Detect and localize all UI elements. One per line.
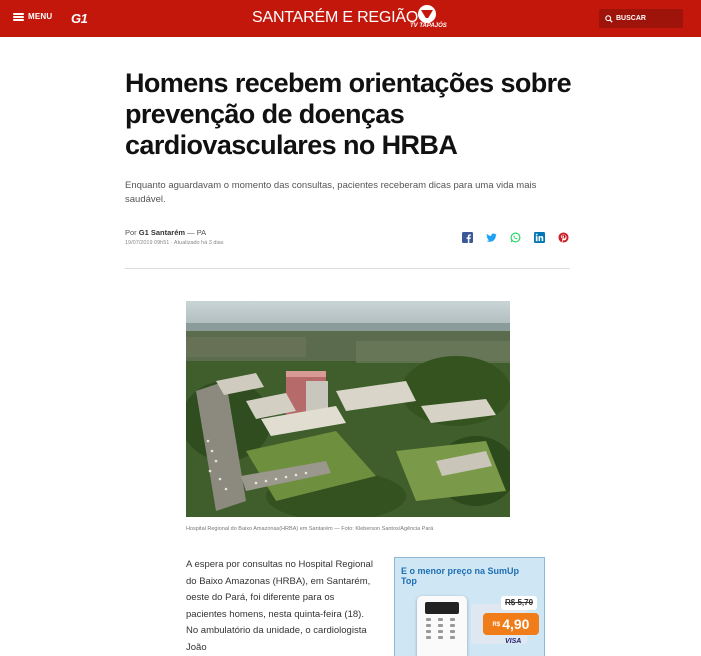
g1-logo[interactable]: G1 — [71, 11, 88, 26]
search-icon — [605, 15, 613, 23]
ad-price-tag: R$ 4,90 — [483, 613, 539, 635]
menu-label: MENU — [28, 12, 53, 21]
facebook-icon[interactable] — [461, 231, 474, 244]
menu-button[interactable] — [13, 12, 52, 21]
tv-tapajos-logo[interactable]: TV TAPAJÓS — [410, 5, 446, 33]
ad-old-price: R$ 5,70 — [501, 596, 537, 610]
article-body: A espera por consultas no Hospital Regional do Baixo Amazonas (HRBA), em Santarém, oeste do Pará, foi diferente para os pacientes homens, nesta quinta-feira (18). No ambulatório da unidade, o cardiologista João — [186, 559, 373, 653]
header-divider — [125, 268, 570, 269]
whatsapp-icon[interactable] — [509, 231, 522, 244]
search-button[interactable] — [599, 9, 683, 28]
hamburger-icon — [13, 13, 24, 21]
ad-title: E o menor preço na SumUp Top — [401, 566, 520, 586]
publish-date: 19/07/2019 09h51 · Atualizado há 3 dias — [125, 240, 224, 246]
byline: Por G1 Santarém — PA — [125, 228, 207, 237]
section-title[interactable]: SANTARÉM E REGIÃO — [252, 9, 419, 26]
article-photo[interactable] — [186, 301, 510, 517]
linkedin-icon[interactable] — [533, 231, 546, 244]
search-label: BUSCAR — [616, 15, 646, 22]
article-headline: Homens recebem orientações sobre prevenção de doenças cardiovasculares no HRBA — [125, 68, 571, 160]
site-header — [0, 0, 701, 37]
share-bar — [461, 231, 570, 244]
card-reader-image — [417, 596, 467, 656]
photo-caption: Hospital Regional do Baixo Amazonas(HRBA) em Santarém — Foto: Kleberson Santos/Agência Pará — [186, 526, 434, 532]
twitter-icon[interactable] — [485, 231, 498, 244]
pinterest-icon[interactable] — [557, 231, 570, 244]
article-subtitle: Enquanto aguardavam o momento das consultas, pacientes receberam dicas para uma vida mais saudável. — [125, 180, 537, 205]
advertisement[interactable] — [394, 557, 545, 656]
visa-logo: VISA — [505, 638, 522, 645]
author-name[interactable]: G1 Santarém — [138, 228, 186, 237]
